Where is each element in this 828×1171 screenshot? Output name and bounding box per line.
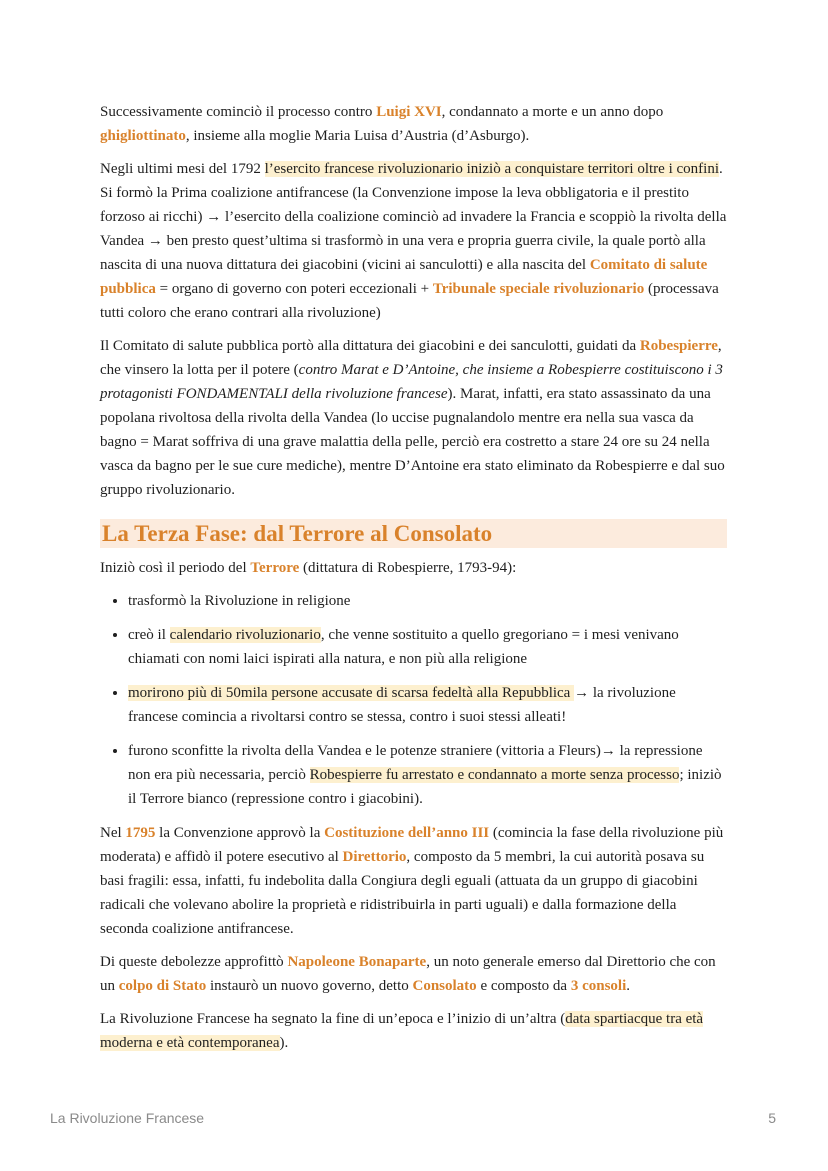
- list-item: • creò il calendario rivoluzionario, che venne sostituito a quello gregoriano = i mesi venivano chiamati con nomi laici ispirati alla natura, e non più alla religione: [128, 623, 727, 671]
- keyword: Luigi XVI: [376, 104, 442, 120]
- paragraph-coalition: Negli ultimi mesi del 1792 l’esercito francese rivoluzionario iniziò a conquistare territori oltre i confini. Si formò la Prima coalizione antifrancese (la Convenzione impose la leva obbligatoria e il prestito forzoso ai ricchi) → l’esercito della coalizione cominciò ad invadere la Francia e scoppiò la rivolta della Vandea → ben presto quest’ultima si trasformò in una vera e propria guerra civile, la quale portò alla nascita di una nuova dittatura dei giacobini (vicini ai sanculotti) e alla nascita del Comitato di salute pubblica = organo di governo con poteri eccezionali + Tribunale speciale rivoluzionario (processava tutti coloro che erano contrari alla rivoluzione): [100, 161, 727, 321]
- bullet-list: [100, 589, 727, 811]
- keyword: Terrore: [250, 560, 300, 576]
- paragraph-napoleone: Di queste debolezze approfittò Napoleone Bonaparte, un noto generale emerso dal Direttorio che con un colpo di Stato instaurò un nuovo governo, detto Consolato e composto da 3 consoli.: [100, 954, 716, 994]
- keyword: Costituzione dell’anno III: [324, 825, 490, 841]
- paragraph-luigi: Successivamente cominciò il processo contro Luigi XVI, condannato a morte e un anno dopo ghigliottinato, insieme alla moglie Maria Luisa d’Austria (d’Asburgo).: [100, 104, 664, 144]
- paragraph-robespierre: Il Comitato di salute pubblica portò alla dittatura dei giacobini e dei sanculotti, guidati da Robespierre, che vinsero la lotta per il potere (contro Marat e D’Antoine, che insieme a Robespierre costituiscono i 3 protagonisti FONDAMENTALI della rivoluzione francese). Marat, infatti, era stato assassinato da una popolana rivoltosa della rivolta della Vandea (lo uccise pugnalandolo mentre era nella sua vasca da bagno = Marat soffriva di una grave malattia della pelle, perciò era costretto a stare 24 ore su 24 nella vasca da bagno per le sue cure mediche), mentre D’Antoine era stato eliminato da Robespierre e dal suo gruppo rivoluzionario.: [100, 338, 725, 498]
- list-item: • morirono più di 50mila persone accusate di scarsa fedeltà alla Repubblica → la rivoluzione francese comincia a rivoltarsi contro se stessa, contro i suoi stessi alleati!: [128, 681, 727, 729]
- keyword: colpo di Stato: [118, 978, 207, 994]
- keyword: Tribunale speciale rivoluzionario: [432, 281, 645, 297]
- italic-note: contro Marat e D’Antoine, che insieme a Robespierre costituiscono i 3 protagonisti FONDAMENTALI della rivoluzione francese: [100, 362, 723, 402]
- keyword: ghigliottinato: [100, 128, 186, 144]
- highlight: Robespierre fu arrestato e condannato a morte senza processo: [309, 767, 680, 783]
- highlight: data spartiacque tra età moderna e età contemporanea: [100, 1011, 704, 1051]
- page-content: [100, 100, 727, 1064]
- keyword: Comitato di salute pubblica: [100, 257, 708, 297]
- keyword: 3 consoli: [570, 978, 627, 994]
- highlight: calendario rivoluzionario: [169, 627, 321, 643]
- highlight: morirono più di 50mila persone accusate di scarsa fedeltà alla Repubblica: [128, 685, 575, 701]
- paragraph-direttorio: Nel 1795 la Convenzione approvò la Costituzione dell’anno III (comincia la fase della rivoluzione più moderata) e affidò il potere esecutivo al Direttorio, composto da 5 membri, la cui autorità posava su basi fragili: essa, infatti, fu indebolita dalla Congiura degli eguali (attuata da un gruppo di giacobini radicali che volevano abolire la proprietà e ridistribuirla in parti uguali) e dalla formazione della seconda coalizione antifrancese.: [100, 825, 724, 937]
- keyword: Consolato: [412, 978, 477, 994]
- footer-title: La Rivoluzione Francese: [50, 1110, 205, 1126]
- highlight: l’esercito francese rivoluzionario iniziò a conquistare territori oltre i confini: [264, 161, 719, 177]
- keyword: 1795: [125, 825, 156, 841]
- paragraph-terrore: Iniziò così il periodo del Terrore (dittatura di Robespierre, 1793-94):: [100, 560, 517, 576]
- list-item: • furono sconfitte la rivolta della Vandea e le potenze straniere (vittoria a Fleurs)→ la repressione non era più necessaria, perciò Robespierre fu arrestato e condannato a morte senza processo; iniziò il Terrore bianco (repressione contro i giacobini).: [128, 739, 727, 811]
- keyword: Direttorio: [342, 849, 407, 865]
- paragraph-conclusion: La Rivoluzione Francese ha segnato la fine di un’epoca e l’inizio di un’altra (data spartiacque tra età moderna e età contemporanea).: [100, 1011, 704, 1051]
- keyword: Napoleone Bonaparte: [287, 954, 427, 970]
- section-heading: La Terza Fase: dal Terrore al Consolato: [100, 519, 727, 548]
- keyword: Robespierre: [639, 338, 718, 354]
- page-number: 5: [768, 1110, 776, 1126]
- list-item: • trasformò la Rivoluzione in religione: [128, 589, 727, 613]
